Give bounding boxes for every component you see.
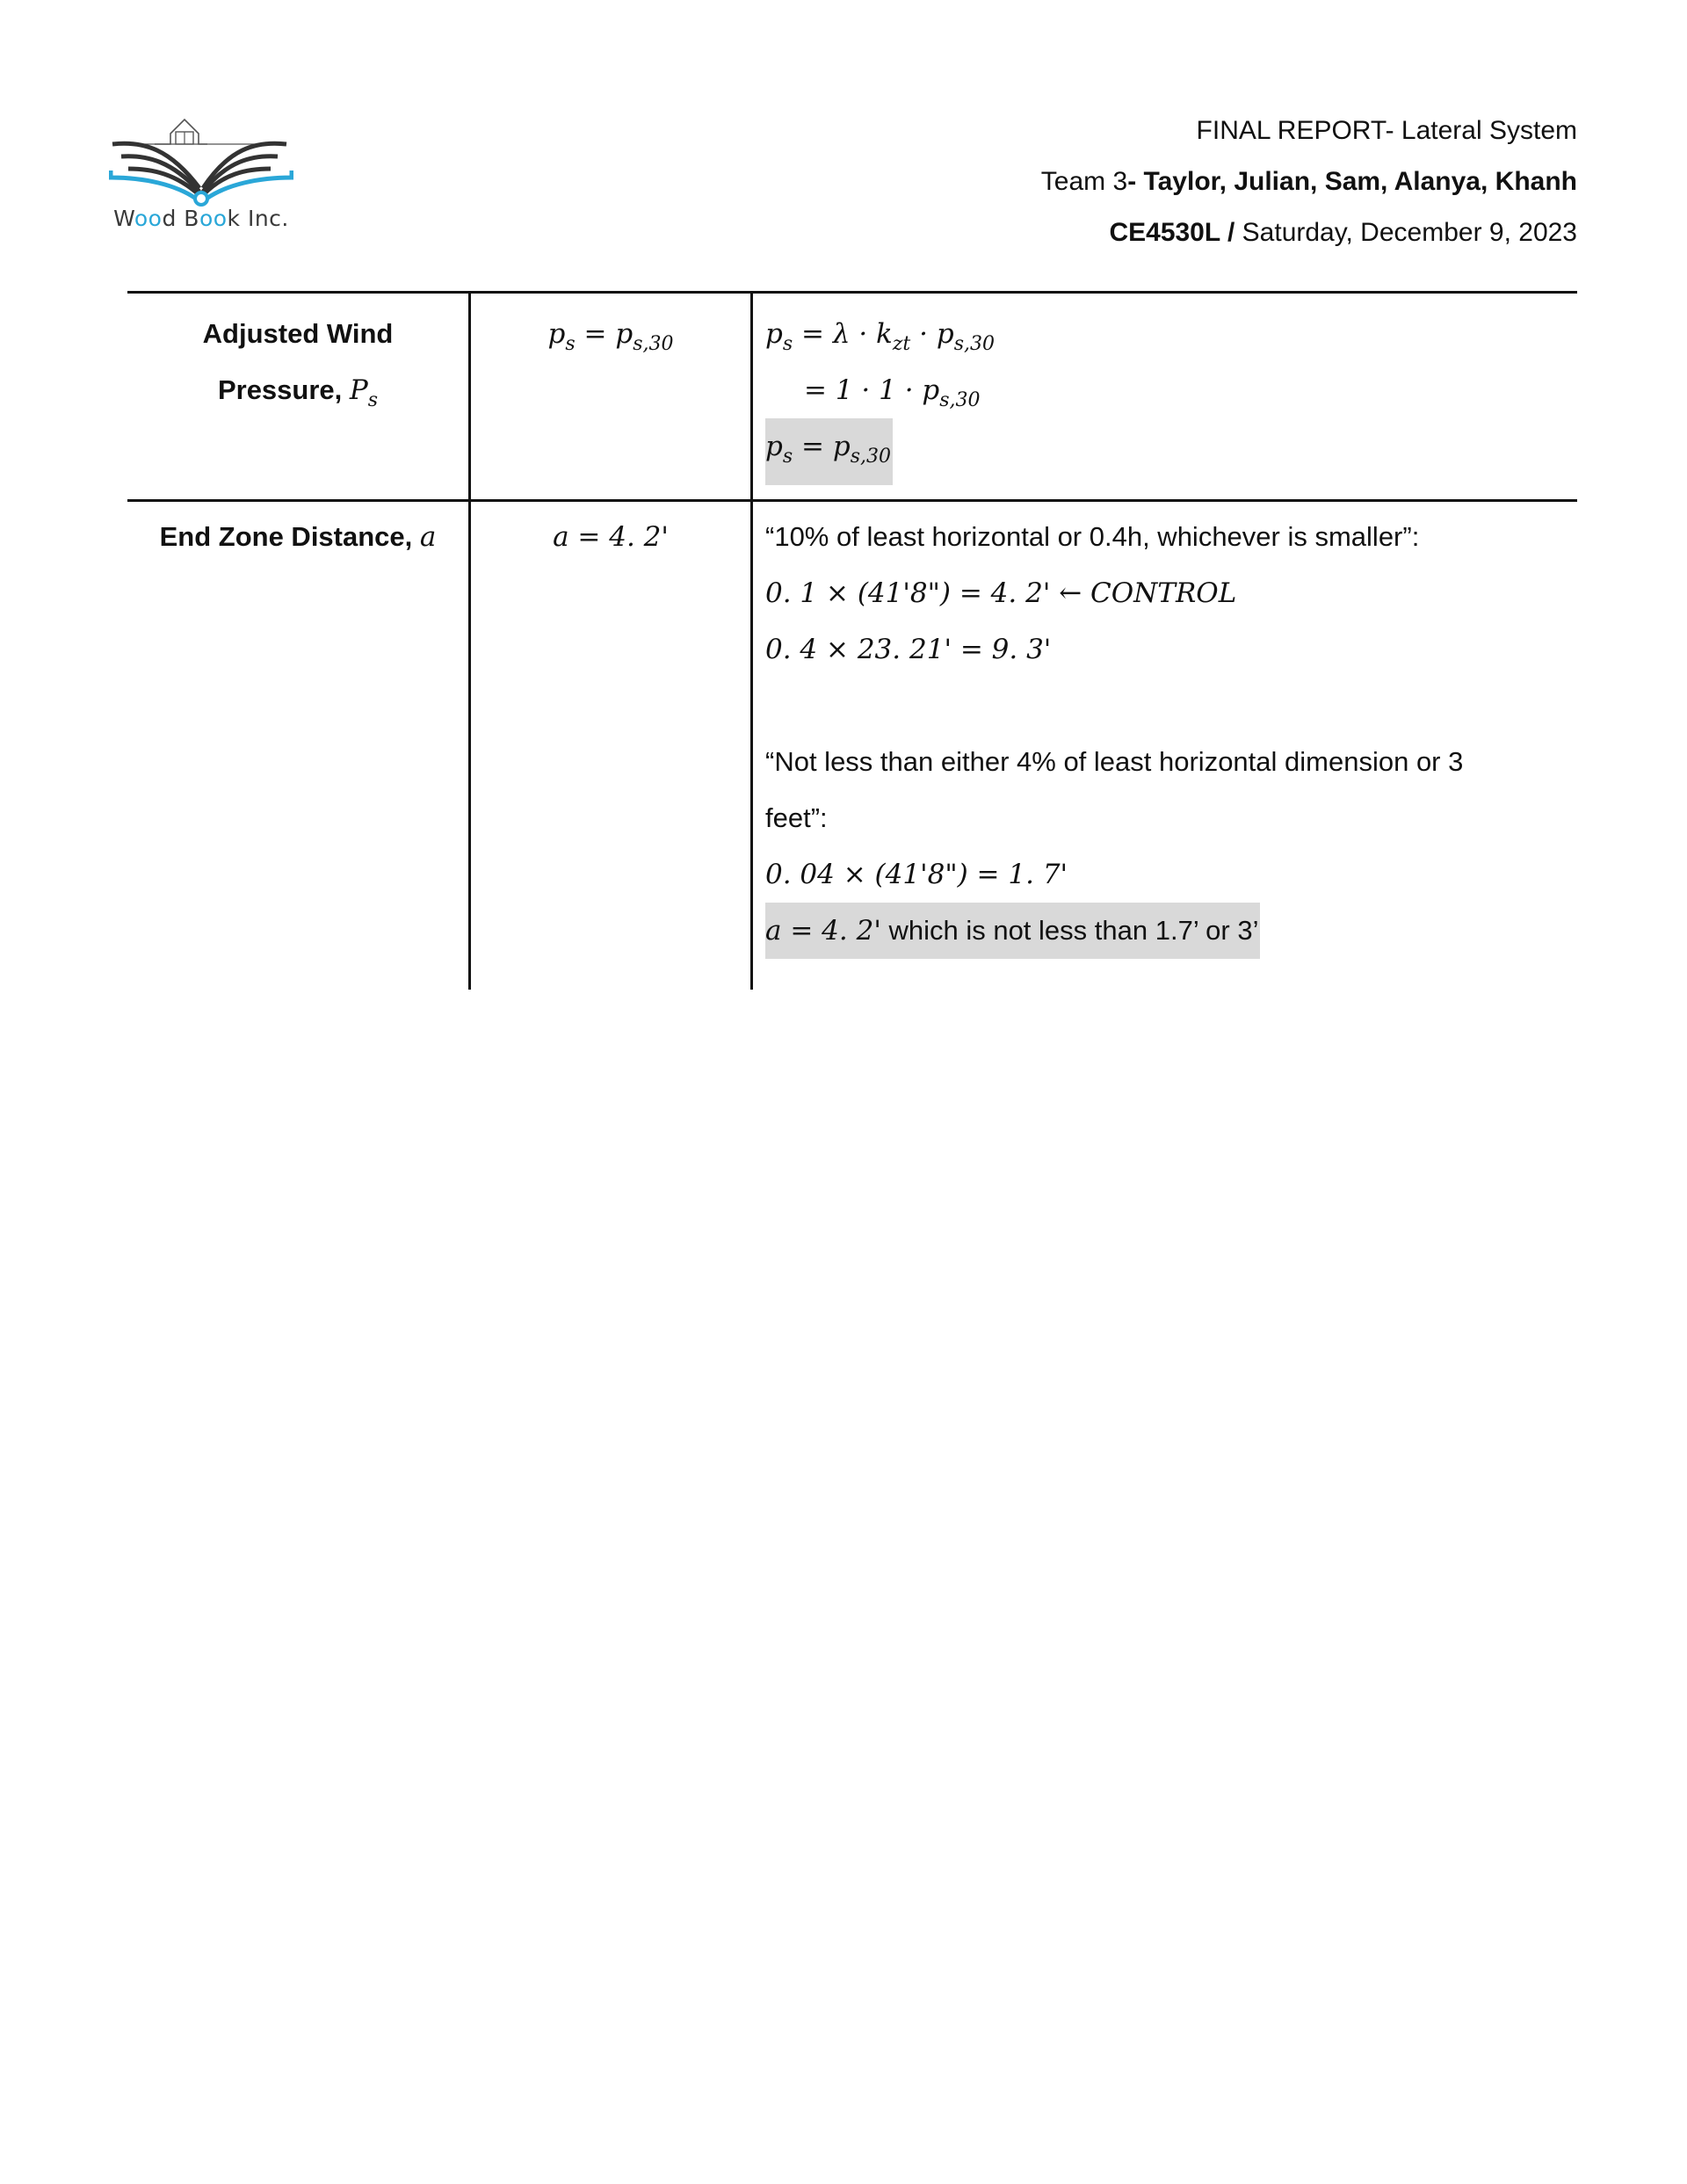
report-header (1041, 105, 1577, 258)
row-calculation: “10% of least horizontal or 0.4h, whichever is smaller”: 0. 1 × (41'8") = 4. 2' ← CONTROL 0. 4 × 23. 21' = 9. 3' “Not less than either 4% of least horizontal dimension or 3 feet”: 0. 04 × (41'8") = 1. 7' a = 4. 2' which is not less than 1.7’ or 3’ (753, 502, 1577, 990)
company-logo (109, 107, 293, 239)
report-title: FINAL REPORT- Lateral System (1196, 116, 1577, 145)
row-summary: a = 4. 2' (471, 502, 753, 990)
result-highlight: a = 4. 2' which is not less than 1.7’ or 3’ (765, 903, 1260, 959)
table-row (127, 499, 1577, 990)
calc-table (127, 291, 1577, 990)
row-label: Adjusted Wind Pressure, $P_s$ (127, 294, 471, 499)
table-row (127, 291, 1577, 499)
row-label: End Zone Distance, a (127, 502, 471, 990)
book-house-logo-icon (109, 107, 293, 208)
course-date-line: CE4530L / Saturday, December 9, 2023 (1109, 218, 1577, 247)
row-calculation: $p_s = \lambda \cdot k_{zt} \cdot p_{s,30}$ = $1 \cdot 1 \cdot p_{s,30}$ $p_s = p_{s,30}$ (753, 294, 1577, 499)
result-highlight: $p_s = p_{s,30}$ (765, 418, 893, 485)
team-line: Team 3- Taylor, Julian, Sam, Alanya, Khanh (1040, 167, 1577, 196)
logo-wordmark: Wood Book Inc. (113, 206, 289, 231)
row-summary: $p_s = p_{s,30}$ (471, 294, 753, 499)
